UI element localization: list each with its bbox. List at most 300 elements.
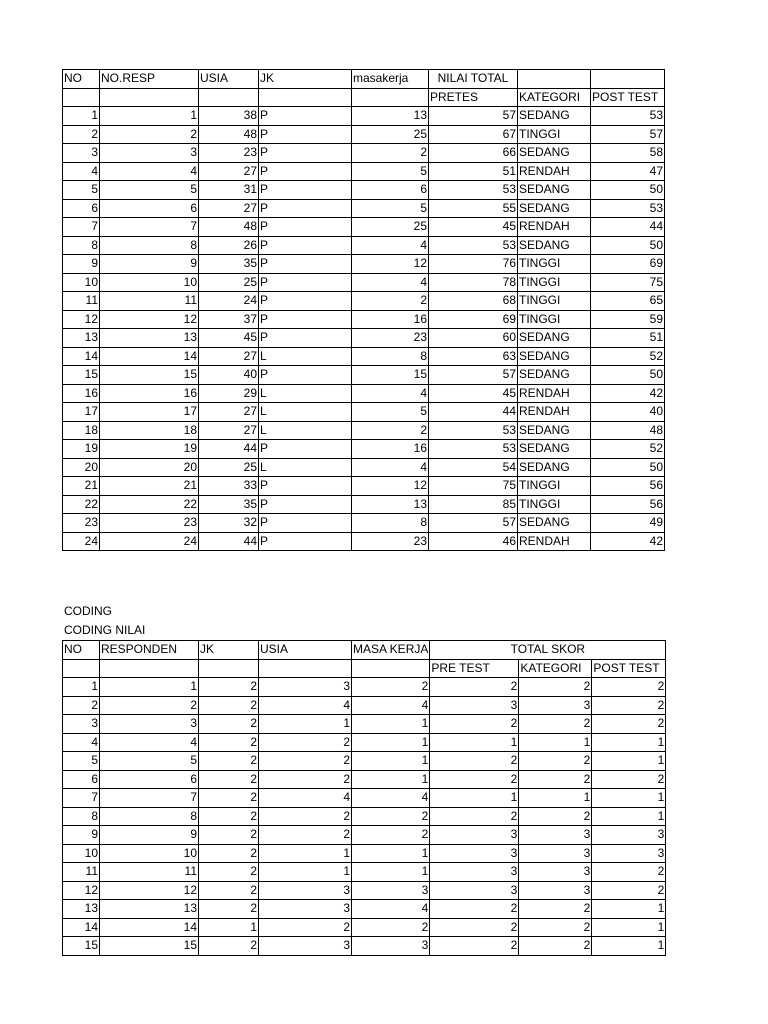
table-row — [63, 458, 665, 477]
table-row — [63, 347, 665, 366]
table-cell: 12 — [352, 477, 429, 496]
table-cell: 2 — [352, 918, 430, 937]
table-cell: 29 — [199, 384, 259, 403]
table-row — [63, 918, 666, 937]
table-cell: RENDAH — [518, 532, 591, 551]
table-row — [63, 678, 666, 697]
table-cell: 2 — [430, 807, 519, 826]
table-cell: 8 — [352, 347, 429, 366]
table-cell: 42 — [591, 532, 665, 551]
table-cell: 4 — [352, 458, 429, 477]
table-cell: 23 — [199, 144, 259, 163]
table-cell: 25 — [352, 125, 429, 144]
table-cell: 5 — [63, 181, 100, 200]
table-cell: 2 — [259, 807, 352, 826]
table-cell: 18 — [63, 421, 100, 440]
table-cell: P — [259, 162, 352, 181]
table-cell: 2 — [199, 937, 259, 956]
coding-caption: CODING — [64, 604, 112, 618]
table-cell: 50 — [591, 181, 665, 200]
table-cell: 52 — [591, 440, 665, 459]
table-cell: 3 — [430, 881, 519, 900]
table-cell: 2 — [259, 826, 352, 845]
table-row — [63, 752, 666, 771]
table-cell: 75 — [591, 273, 665, 292]
table-cell: 24 — [100, 532, 199, 551]
table-row — [63, 181, 665, 200]
table-cell: 10 — [100, 273, 199, 292]
table-cell: 2 — [199, 844, 259, 863]
header-jk: JK — [199, 641, 259, 660]
table-cell: 2 — [259, 733, 352, 752]
table-cell: 4 — [352, 384, 429, 403]
table-cell: 1 — [592, 807, 666, 826]
table-cell: 1 — [352, 863, 430, 882]
table-cell: 14 — [63, 918, 100, 937]
table-cell: 18 — [100, 421, 199, 440]
table-cell: 3 — [352, 937, 430, 956]
table-row — [63, 107, 665, 126]
table-cell: 56 — [591, 495, 665, 514]
table-cell: 40 — [199, 366, 259, 385]
table-cell: 1 — [63, 678, 100, 697]
table-cell: 6 — [63, 770, 100, 789]
table-cell: L — [259, 421, 352, 440]
table-cell: 50 — [591, 366, 665, 385]
table-cell: 2 — [199, 770, 259, 789]
table-cell: 9 — [63, 826, 100, 845]
table-cell: 2 — [199, 715, 259, 734]
table-cell: 46 — [429, 532, 518, 551]
table-row — [63, 384, 665, 403]
table-cell: 63 — [429, 347, 518, 366]
table-cell: TINGGI — [518, 477, 591, 496]
header-empty — [591, 70, 665, 89]
table-cell: 15 — [63, 937, 100, 956]
table-cell: 4 — [352, 789, 430, 808]
table-cell: 52 — [591, 347, 665, 366]
table-cell: 67 — [429, 125, 518, 144]
table-cell: 4 — [259, 696, 352, 715]
table-cell: 2 — [519, 937, 592, 956]
header-no-resp: NO.RESP — [100, 70, 199, 89]
table-cell: 2 — [352, 678, 430, 697]
header-usia: USIA — [259, 641, 352, 660]
table-cell: 2 — [430, 770, 519, 789]
table-cell: 10 — [63, 273, 100, 292]
table-cell: 5 — [352, 162, 429, 181]
header-masakerja: masakerja — [352, 70, 429, 89]
subheader-empty — [352, 88, 429, 107]
table-cell: P — [259, 125, 352, 144]
table-cell: 2 — [199, 826, 259, 845]
table-cell: 45 — [429, 218, 518, 237]
table-cell: 7 — [100, 789, 199, 808]
table-cell: 12 — [100, 310, 199, 329]
table-cell: 2 — [259, 752, 352, 771]
table-cell: RENDAH — [518, 218, 591, 237]
table-cell: 23 — [352, 532, 429, 551]
table-cell: 1 — [430, 733, 519, 752]
table-cell: 6 — [63, 199, 100, 218]
table-cell: 1 — [592, 937, 666, 956]
table-cell: 35 — [199, 255, 259, 274]
table-cell: 2 — [259, 918, 352, 937]
table-cell: 2 — [352, 292, 429, 311]
table-cell: 3 — [100, 144, 199, 163]
table-cell: 16 — [352, 310, 429, 329]
table-cell: 66 — [429, 144, 518, 163]
table-row — [63, 199, 665, 218]
header-post-test: POST TEST — [592, 659, 666, 678]
table-row — [63, 826, 666, 845]
table-row — [63, 495, 665, 514]
table-cell: 2 — [199, 678, 259, 697]
table-cell: SEDANG — [518, 421, 591, 440]
header-pretes: PRETES — [429, 88, 518, 107]
table-header-row — [63, 70, 665, 89]
table-cell: 2 — [199, 752, 259, 771]
table-cell: 2 — [519, 900, 592, 919]
table-cell: 16 — [63, 384, 100, 403]
table-cell: 75 — [429, 477, 518, 496]
table-cell: 45 — [199, 329, 259, 348]
subheader-empty — [259, 659, 352, 678]
subheader-empty — [63, 659, 100, 678]
table-cell: 13 — [100, 900, 199, 919]
table-cell: 1 — [592, 733, 666, 752]
table-cell: P — [259, 107, 352, 126]
table-cell: 2 — [430, 678, 519, 697]
table-cell: SEDANG — [518, 514, 591, 533]
table-row — [63, 366, 665, 385]
table-cell: P — [259, 440, 352, 459]
table-cell: 78 — [429, 273, 518, 292]
table-cell: 4 — [352, 696, 430, 715]
table-cell: 2 — [592, 881, 666, 900]
table-cell: 2 — [63, 696, 100, 715]
table-cell: 1 — [592, 752, 666, 771]
table-cell: 38 — [199, 107, 259, 126]
table-cell: 4 — [259, 789, 352, 808]
table-cell: 2 — [519, 752, 592, 771]
table-cell: 1 — [352, 770, 430, 789]
table-cell: 35 — [199, 495, 259, 514]
table-cell: 24 — [63, 532, 100, 551]
table-cell: 12 — [352, 255, 429, 274]
table-cell: 3 — [430, 696, 519, 715]
table-cell: 40 — [591, 403, 665, 422]
table-cell: P — [259, 310, 352, 329]
table-row — [63, 900, 666, 919]
table-cell: 8 — [352, 514, 429, 533]
table-cell: P — [259, 292, 352, 311]
table-cell: 3 — [430, 844, 519, 863]
table-cell: 21 — [63, 477, 100, 496]
subheader-empty — [63, 88, 100, 107]
table-cell: 23 — [63, 514, 100, 533]
table-cell: RENDAH — [518, 384, 591, 403]
table-cell: 2 — [352, 144, 429, 163]
table-cell: 3 — [592, 826, 666, 845]
table-row — [63, 273, 665, 292]
table-row — [63, 125, 665, 144]
table-cell: 24 — [199, 292, 259, 311]
table-cell: SEDANG — [518, 458, 591, 477]
table-cell: 1 — [259, 844, 352, 863]
table-row — [63, 421, 665, 440]
table-cell: 49 — [591, 514, 665, 533]
header-no: NO — [63, 70, 100, 89]
table-row — [63, 937, 666, 956]
table-cell: 20 — [63, 458, 100, 477]
table-cell: RENDAH — [518, 162, 591, 181]
table-cell: 2 — [519, 770, 592, 789]
subheader-empty — [199, 88, 259, 107]
header-nilai-total: NILAI TOTAL — [429, 70, 518, 89]
table-cell: 59 — [591, 310, 665, 329]
table-cell: 53 — [429, 421, 518, 440]
table-cell: P — [259, 366, 352, 385]
table-cell: 50 — [591, 236, 665, 255]
table-cell: 44 — [199, 440, 259, 459]
table-cell: SEDANG — [518, 440, 591, 459]
table-cell: 2 — [199, 807, 259, 826]
table-cell: 4 — [100, 162, 199, 181]
table-cell: 7 — [63, 218, 100, 237]
header-masa-kerja: MASA KERJA — [352, 641, 430, 660]
table-row — [63, 532, 665, 551]
table-cell: P — [259, 477, 352, 496]
table-cell: 16 — [100, 384, 199, 403]
table-cell: 22 — [100, 495, 199, 514]
table-row — [63, 310, 665, 329]
table-cell: P — [259, 181, 352, 200]
table-row — [63, 770, 666, 789]
table-cell: 2 — [199, 733, 259, 752]
table-cell: 1 — [100, 678, 199, 697]
table-subheader-row — [63, 88, 665, 107]
table-cell: SEDANG — [518, 181, 591, 200]
table-cell: 48 — [199, 125, 259, 144]
table-cell: P — [259, 199, 352, 218]
table-cell: L — [259, 384, 352, 403]
table-cell: 27 — [199, 421, 259, 440]
table-cell: 7 — [63, 789, 100, 808]
table-cell: 2 — [259, 770, 352, 789]
table-row — [63, 403, 665, 422]
table-cell: 23 — [352, 329, 429, 348]
table-cell: 3 — [519, 881, 592, 900]
table-cell: 1 — [352, 752, 430, 771]
table-cell: 20 — [100, 458, 199, 477]
table-cell: 11 — [100, 863, 199, 882]
table-row — [63, 144, 665, 163]
table-cell: 50 — [591, 458, 665, 477]
table-cell: 14 — [100, 918, 199, 937]
table-cell: SEDANG — [518, 236, 591, 255]
table-row — [63, 162, 665, 181]
table-cell: 2 — [63, 125, 100, 144]
table-cell: 2 — [430, 752, 519, 771]
header-pre-test: PRE TEST — [430, 659, 519, 678]
table-cell: 2 — [592, 715, 666, 734]
table-cell: 53 — [429, 236, 518, 255]
table-cell: P — [259, 144, 352, 163]
table-cell: 21 — [100, 477, 199, 496]
table-cell: 6 — [100, 199, 199, 218]
table-cell: 1 — [259, 715, 352, 734]
table-cell: 53 — [591, 107, 665, 126]
table-cell: SEDANG — [518, 329, 591, 348]
table-cell: 51 — [429, 162, 518, 181]
table-cell: 54 — [429, 458, 518, 477]
table-cell: P — [259, 495, 352, 514]
table-cell: 25 — [352, 218, 429, 237]
table-row — [63, 715, 666, 734]
table-cell: 9 — [63, 255, 100, 274]
table-cell: P — [259, 218, 352, 237]
table-cell: 1 — [63, 107, 100, 126]
table-cell: 11 — [63, 292, 100, 311]
table-cell: 45 — [429, 384, 518, 403]
table-cell: 1 — [519, 733, 592, 752]
header-post-test: POST TEST — [591, 88, 665, 107]
table-cell: TINGGI — [518, 292, 591, 311]
table-cell: P — [259, 255, 352, 274]
table-row — [63, 789, 666, 808]
table-cell: 13 — [100, 329, 199, 348]
table-cell: 2 — [430, 715, 519, 734]
table-cell: 25 — [199, 273, 259, 292]
table-cell: 14 — [63, 347, 100, 366]
table-cell: 1 — [259, 863, 352, 882]
table-cell: 26 — [199, 236, 259, 255]
header-total-skor: TOTAL SKOR — [430, 641, 666, 660]
table-cell: 2 — [199, 696, 259, 715]
table-cell: 76 — [429, 255, 518, 274]
table-cell: 68 — [429, 292, 518, 311]
table-cell: 57 — [591, 125, 665, 144]
table-cell: 13 — [63, 329, 100, 348]
table-cell: 22 — [63, 495, 100, 514]
table-cell: 9 — [100, 255, 199, 274]
table-cell: 58 — [591, 144, 665, 163]
table-cell: 10 — [63, 844, 100, 863]
table-cell: SEDANG — [518, 347, 591, 366]
table-cell: 60 — [429, 329, 518, 348]
table-cell: 5 — [100, 181, 199, 200]
table-cell: 8 — [63, 807, 100, 826]
table-cell: 13 — [352, 107, 429, 126]
table-cell: 2 — [592, 770, 666, 789]
table-cell: 2 — [199, 863, 259, 882]
table-cell: L — [259, 403, 352, 422]
table-row — [63, 236, 665, 255]
table-cell: TINGGI — [518, 255, 591, 274]
responden-data-table — [62, 69, 665, 551]
table-row — [63, 807, 666, 826]
table-cell: 19 — [63, 440, 100, 459]
coding-nilai-caption: CODING NILAI — [64, 623, 146, 637]
table-cell: 1 — [592, 789, 666, 808]
table-cell: 7 — [100, 218, 199, 237]
table-cell: 4 — [352, 273, 429, 292]
table-cell: TINGGI — [518, 125, 591, 144]
table-cell: 12 — [63, 310, 100, 329]
table-cell: 3 — [519, 863, 592, 882]
table-cell: 2 — [519, 807, 592, 826]
table-row — [63, 329, 665, 348]
header-kategori: KATEGORI — [519, 659, 592, 678]
table-cell: 3 — [259, 881, 352, 900]
table-cell: 8 — [100, 807, 199, 826]
table-cell: 17 — [100, 403, 199, 422]
table-cell: 31 — [199, 181, 259, 200]
table-cell: 11 — [100, 292, 199, 311]
table-cell: 2 — [352, 421, 429, 440]
table-cell: 1 — [592, 918, 666, 937]
table-cell: TINGGI — [518, 495, 591, 514]
table-cell: 44 — [429, 403, 518, 422]
table-cell: 3 — [259, 678, 352, 697]
table-cell: 51 — [591, 329, 665, 348]
table-row — [63, 696, 666, 715]
coding-nilai-table — [62, 640, 666, 956]
table-cell: 8 — [63, 236, 100, 255]
table-cell: 2 — [352, 826, 430, 845]
header-no: NO — [63, 641, 100, 660]
table-cell: 1 — [352, 844, 430, 863]
table-cell: 15 — [63, 366, 100, 385]
table-cell: 27 — [199, 162, 259, 181]
header-responden: RESPONDEN — [100, 641, 199, 660]
table-cell: 2 — [352, 807, 430, 826]
table-cell: L — [259, 458, 352, 477]
table-cell: 1 — [430, 789, 519, 808]
subheader-empty — [259, 88, 352, 107]
table-cell: 13 — [63, 900, 100, 919]
table-cell: 2 — [100, 696, 199, 715]
table-cell: 3 — [519, 844, 592, 863]
table-cell: P — [259, 514, 352, 533]
table-cell: 1 — [352, 715, 430, 734]
table-cell: 65 — [591, 292, 665, 311]
table-cell: 33 — [199, 477, 259, 496]
table-cell: 1 — [100, 107, 199, 126]
table-cell: 27 — [199, 403, 259, 422]
table-cell: 8 — [100, 236, 199, 255]
table-cell: 2 — [199, 900, 259, 919]
table-cell: 27 — [199, 199, 259, 218]
table-cell: 48 — [591, 421, 665, 440]
table-row — [63, 881, 666, 900]
header-kategori: KATEGORI — [518, 88, 591, 107]
table-cell: 55 — [429, 199, 518, 218]
table-cell: 5 — [352, 403, 429, 422]
header-jk: JK — [259, 70, 352, 89]
table-cell: 2 — [100, 125, 199, 144]
table-cell: 3 — [430, 863, 519, 882]
table-cell: 5 — [100, 752, 199, 771]
table-cell: SEDANG — [518, 199, 591, 218]
table-cell: 27 — [199, 347, 259, 366]
table-cell: 3 — [259, 900, 352, 919]
table-cell: 57 — [429, 366, 518, 385]
table-cell: 53 — [591, 199, 665, 218]
table-cell: 3 — [63, 144, 100, 163]
table-cell: 85 — [429, 495, 518, 514]
